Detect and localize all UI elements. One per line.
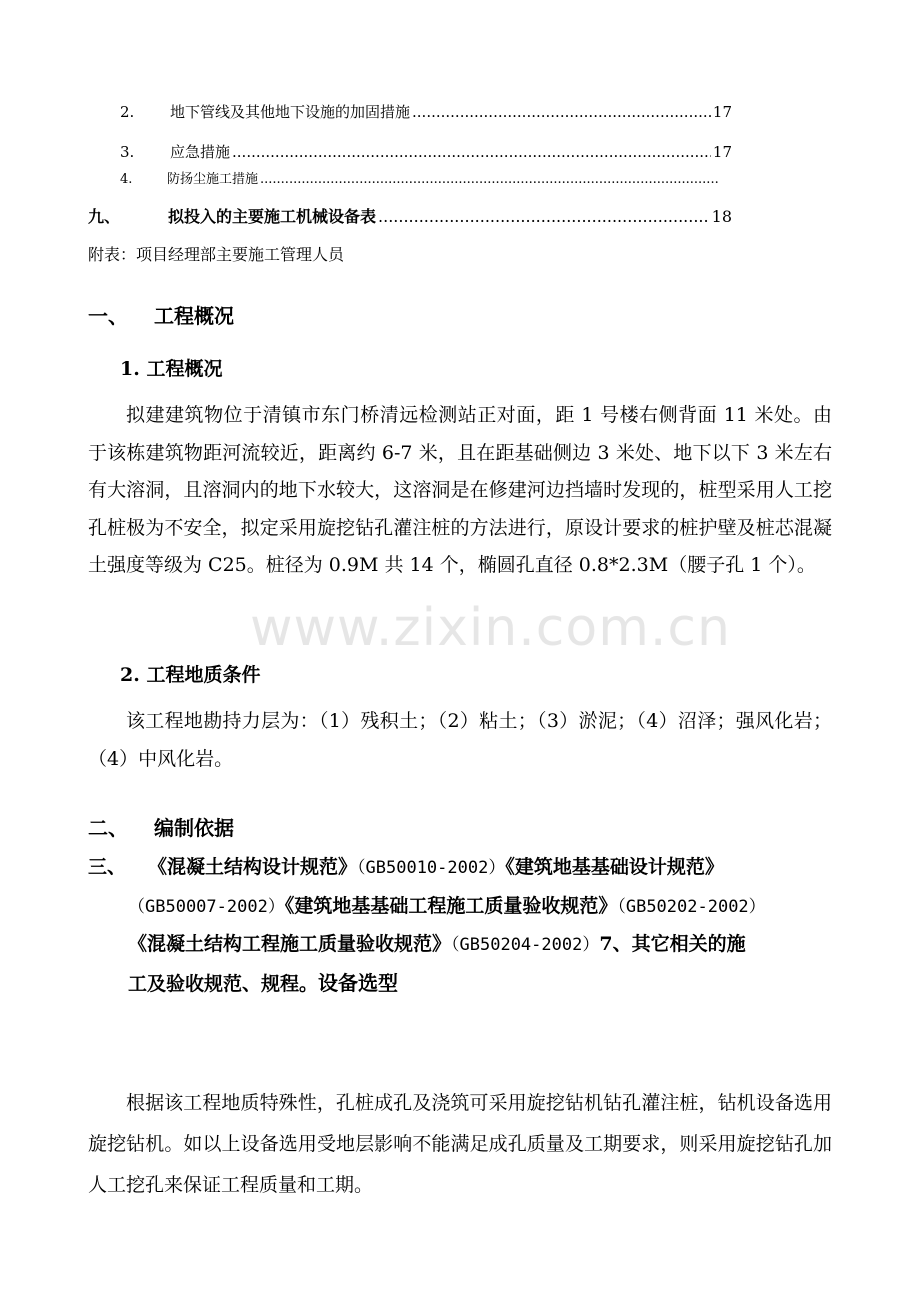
toc-item-page: 17 — [712, 103, 732, 121]
toc-item-title: 地下管线及其他地下设施的加固措施 — [170, 103, 411, 121]
toc-item-number: 九、 — [88, 207, 121, 226]
reference-code: （GB50204-2002） — [451, 935, 600, 955]
reference-other: 工及验收规范、规程。 — [128, 972, 319, 995]
toc-item-9[interactable] — [88, 204, 732, 227]
paragraph-equipment-selection: 根据该工程地质特殊性，孔桩成孔及浇筑可采用旋挖钻机钻孔灌注桩，钻机设备选用旋挖钻机。如以上设备选用受地层影响不能满足成孔质量及工期要求，则采用旋挖钻孔加人工挖孔来保证工程质量和工期。 — [88, 1092, 832, 1196]
section-title: 工程概况 — [154, 304, 234, 328]
reference-other: 7、其它相关的施 — [599, 933, 746, 955]
toc-item-page: 18 — [711, 207, 732, 226]
toc-item-title: 应急措施 — [170, 143, 231, 161]
section-number: 二、 — [88, 816, 128, 840]
section-number: 三、 — [88, 856, 127, 878]
toc-item-title: 拟投入的主要施工机械设备表 — [168, 207, 377, 226]
toc-item-page: 17 — [712, 143, 732, 161]
section-heading-1 — [88, 300, 234, 329]
toc-leader-dots — [232, 143, 711, 161]
toc-item-title: 防扬尘施工措施 — [167, 172, 259, 187]
paragraph-project-overview: 拟建建筑物位于清镇市东门桥清远检测站正对面，距 1 号楼右侧背面 11 米处。由于该栋建筑物距河流较近，距离约 6-7 米，且在距基础侧边 3 米处、地下以下 3 米左右有大溶洞，且溶洞内的地下水较大，这溶洞是在修建河边挡墙时发现的，桩型采用人工挖孔桩极为不安全，拟定采用旋挖钻孔灌注桩的方法进行，原设计要求的桩护壁及桩芯混凝土强度等级为 C25。桩径为 0.9M 共 14 个，椭圆孔直径 0.8*2.3M（腰子孔 1 个）。 — [88, 404, 832, 576]
toc-item-number: 2. — [120, 103, 135, 121]
reference-title: 《混凝土结构设计规范》 — [148, 856, 358, 878]
toc-item-3[interactable] — [120, 141, 732, 162]
subsection-heading-1-2: 2. 工程地质条件 — [120, 664, 261, 686]
reference-title: 《建筑地基基础工程施工质量验收规范》 — [284, 894, 618, 917]
toc-item-number: 3. — [120, 143, 135, 161]
toc-appendix[interactable]: 附表：项目经理部主要施工管理人员 — [88, 245, 345, 264]
reference-title: 《混凝土结构工程施工质量验收规范》 — [128, 933, 452, 955]
toc-leader-dots — [412, 103, 711, 121]
toc-item-number: 4. — [120, 172, 133, 187]
reference-title: 《建筑地基基础设计规范》 — [505, 856, 724, 878]
toc-leader-dots — [378, 207, 710, 226]
toc-item-2[interactable] — [120, 101, 732, 122]
section-number: 一、 — [88, 304, 128, 328]
section-heading-2 — [88, 812, 234, 841]
section-3-references — [88, 849, 832, 1003]
section-title: 设备选型 — [318, 970, 399, 995]
watermark: www.zixin.com.cn — [250, 598, 731, 658]
reference-code: （GB50010-2002） — [357, 858, 506, 878]
toc-leader-dots — [260, 172, 718, 187]
reference-code: （GB50007-2002） — [128, 896, 285, 917]
subsection-heading-1-1: 1. 工程概况 — [120, 358, 223, 380]
reference-code: （GB50202-2002） — [617, 896, 766, 917]
paragraph-geology: 该工程地勘持力层为：（1）残积土；（2）粘土；（3）淤泥；（4）沼泽；强风化岩；（4）中风化岩。 — [88, 710, 832, 770]
toc-item-4[interactable] — [120, 168, 720, 187]
section-title: 编制依据 — [154, 816, 234, 840]
